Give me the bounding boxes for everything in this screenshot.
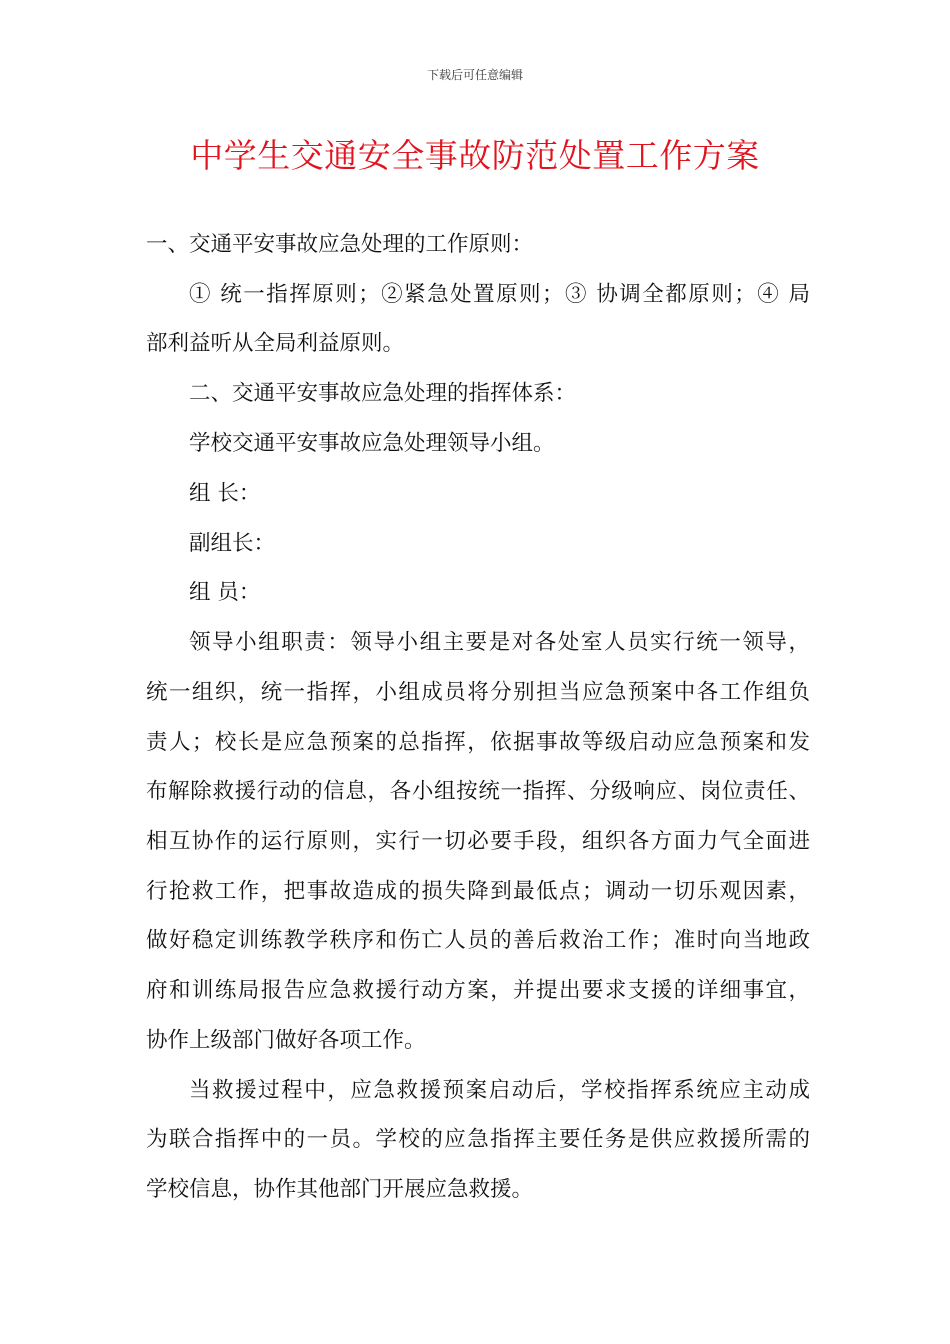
paragraph-line: 府和训练局报告应急救援行动方案，并提出要求支援的详细事宜， [146, 978, 810, 1003]
paragraph-line: 学校交通平安事故应急处理领导小组。 [189, 431, 555, 456]
paragraph-line: 领导小组职责：领导小组主要是对各处室人员实行统一领导， [189, 630, 810, 655]
section-heading-2: 二、交通平安事故应急处理的指挥体系： [189, 381, 577, 406]
paragraph-line: 责人；校长是应急预案的总指挥，依据事故等级启动应急预案和发 [146, 730, 810, 755]
section-heading-1: 一、交通平安事故应急处理的工作原则： [146, 232, 534, 257]
paragraph-line: 学校信息，协作其他部门开展应急救援。 [146, 1177, 534, 1202]
deputy-leader-line: 副组长： [189, 531, 276, 556]
document-title: 中学生交通安全事故防范处置工作方案 [190, 136, 760, 175]
paragraph-line: 部利益听从全局利益原则。 [146, 331, 405, 356]
header-note: 下载后可任意编辑 [426, 68, 523, 82]
paragraph-line: 做好稳定训练教学秩序和伤亡人员的善后救治工作；准时向当地政 [146, 928, 810, 953]
team-member-line: 组 员： [189, 580, 261, 605]
paragraph-line: 协作上级部门做好各项工作。 [146, 1028, 426, 1053]
paragraph-line: 布解除救援行动的信息，各小组按统一指挥、分级响应、岗位责任、 [146, 779, 810, 804]
team-leader-line: 组 长： [189, 481, 261, 506]
paragraph-line: 行抢救工作，把事故造成的损失降到最低点；调动一切乐观因素， [146, 879, 810, 904]
paragraph-line: 相互协作的运行原则，实行一切必要手段，组织各方面力气全面进 [146, 829, 810, 854]
paragraph-line: 当救援过程中，应急救援预案启动后，学校指挥系统应主动成 [189, 1078, 810, 1103]
paragraph-line: 为联合指挥中的一员。学校的应急指挥主要任务是供应救援所需的 [146, 1127, 810, 1152]
paragraph-line: ① 统一指挥原则；②紧急处置原则；③ 协调全都原则；④ 局 [189, 282, 810, 307]
paragraph-line: 统一组织，统一指挥，小组成员将分别担当应急预案中各工作组负 [146, 680, 810, 705]
